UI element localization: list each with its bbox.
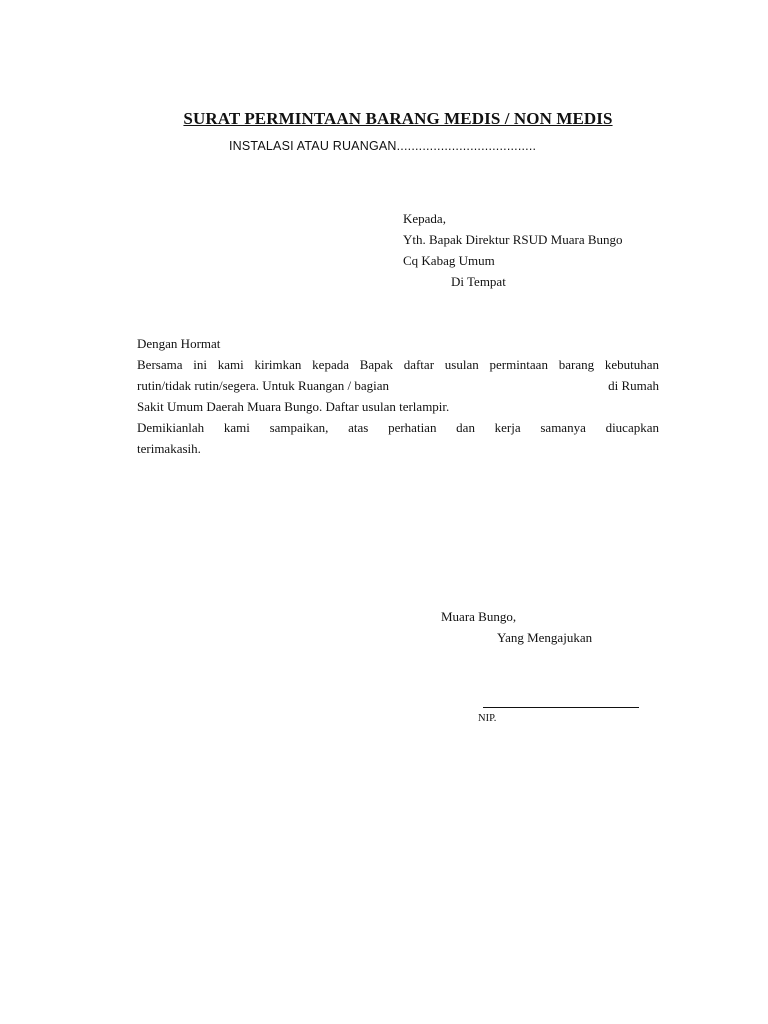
letter-body: [137, 333, 659, 459]
signature-role: Yang Mengajukan: [497, 630, 593, 645]
recipient-salutation: Kepada,: [403, 211, 446, 226]
recipient-place: Di Tempat: [451, 274, 506, 289]
greeting: Dengan Hormat: [137, 336, 221, 351]
recipient-block: [403, 208, 623, 292]
signature-place: Muara Bungo,: [441, 609, 517, 624]
paragraph-1-line-1: Bersama ini kami kirimkan kepada Bapak daftar usulan permintaan barang kebutuhan: [137, 357, 659, 372]
paragraph-1-line-2: [137, 375, 659, 396]
paragraph-2-line-1: Demikianlah kami sampaikan, atas perhatian dan kerja samanya diucapkan: [137, 420, 659, 435]
recipient-name: Yth. Bapak Direktur RSUD Muara Bungo: [403, 232, 623, 247]
paragraph-1-line-3: Sakit Umum Daerah Muara Bungo. Daftar usulan terlampir.: [137, 399, 450, 414]
paragraph-1-line-2-right: di Rumah: [608, 378, 659, 393]
nip-label: NIP.: [478, 713, 497, 724]
paragraph-2-line-2: terimakasih.: [137, 441, 201, 456]
letter-title: SURAT PERMINTAAN BARANG MEDIS / NON MEDIS: [183, 109, 613, 128]
signature-block: [441, 606, 592, 648]
installation-line: INSTALASI ATAU RUANGAN......................................: [229, 139, 537, 153]
paragraph-1-line-2-left: rutin/tidak rutin/segera. Untuk Ruangan / bagian: [137, 378, 389, 393]
recipient-cq: Cq Kabag Umum: [403, 253, 495, 268]
signature-line: [483, 707, 639, 708]
